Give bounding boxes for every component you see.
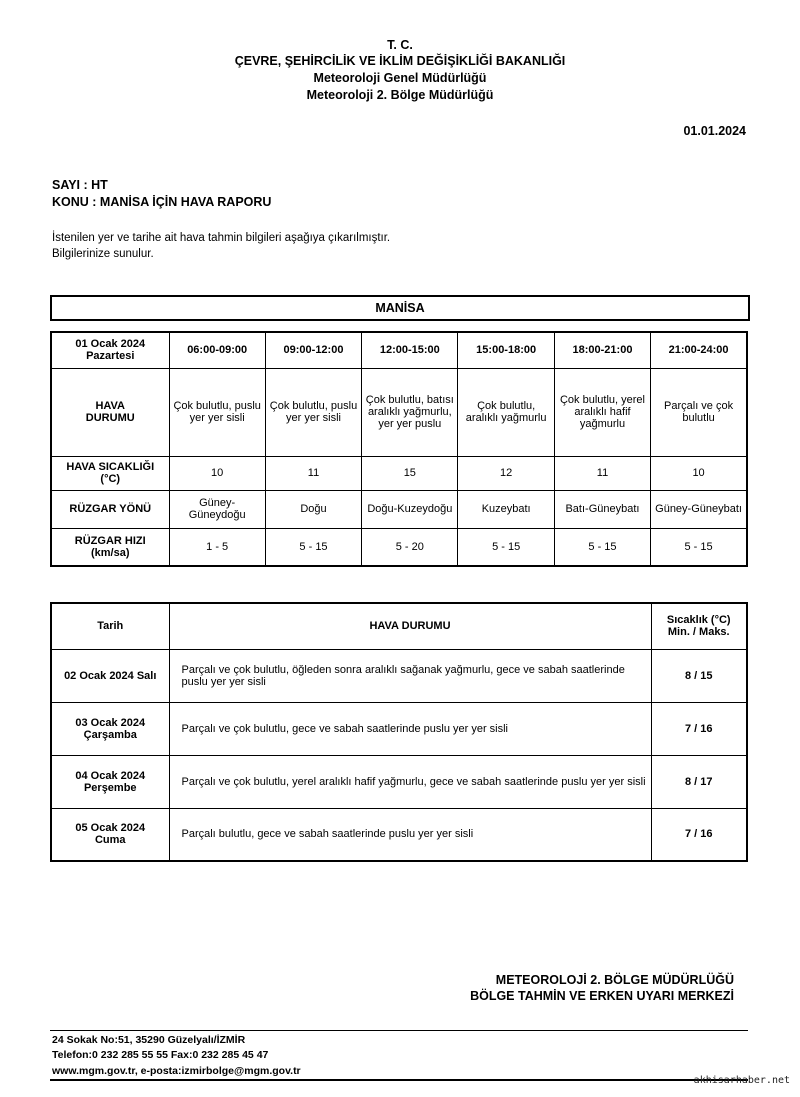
row-label-line1: HAVA: [95, 400, 126, 412]
hourly-header-row: [51, 332, 747, 368]
footer-web: www.mgm.gov.tr, e-posta:izmirbolge@mgm.gov.tr: [52, 1065, 301, 1077]
weather-cell: Parçalı ve çok bulutlu: [651, 368, 747, 456]
daily-row: [51, 755, 747, 808]
date-column-header: Tarih: [51, 603, 169, 649]
row-label-line2: (km/sa): [90, 546, 130, 559]
temp-header-line1: Sıcaklık (°C): [666, 614, 731, 627]
period-header: 06:00-09:00: [169, 332, 265, 368]
daily-weather: Parçalı bulutlu, gece ve sabah saatlerinde puslu yer yer sisli: [169, 808, 651, 861]
footer-bottom-rule: [50, 1079, 748, 1081]
period-header: 18:00-21:00: [554, 332, 650, 368]
footer-divider: [50, 1030, 748, 1031]
header-line-tc: T. C.: [387, 38, 413, 52]
daily-date-line2: Çarşamba: [83, 728, 137, 741]
wind-speed-cell: 5 - 15: [651, 528, 747, 566]
hourly-day-name: Pazartesi: [86, 350, 135, 363]
wind-speed-cell: 5 - 20: [362, 528, 458, 566]
weather-cell: Çok bulutlu, puslu yer yer sisli: [265, 368, 361, 456]
temperature-cell: 11: [265, 456, 361, 490]
daily-date: [51, 808, 169, 861]
row-label-line2: (°C): [100, 473, 121, 485]
temperature-cell: 10: [651, 456, 747, 490]
header-ministry: ÇEVRE, ŞEHİRCİLİK VE İKLİM DEĞİŞİKLİĞİ BAKANLIĞI: [234, 54, 566, 68]
temperature-cell: 10: [169, 456, 265, 490]
hourly-date-cell: [51, 332, 169, 368]
hourly-forecast-table: [50, 331, 748, 567]
row-label: [51, 368, 169, 456]
row-label-line1: HAVA SICAKLIĞI: [66, 461, 155, 473]
intro-line-2: Bilgilerinize sunulur.: [52, 248, 154, 260]
konu-line: KONU : MANİSA İÇİN HAVA RAPORU: [52, 195, 272, 209]
wind-speed-cell: 5 - 15: [554, 528, 650, 566]
daily-date-line1: 04 Ocak 2024: [75, 769, 146, 782]
document-date: 01.01.2024: [683, 124, 746, 138]
temp-column-header: [651, 603, 747, 649]
weather-cell: Çok bulutlu, puslu yer yer sisli: [169, 368, 265, 456]
wind-direction-row: [51, 490, 747, 528]
row-label-line2: DURUMU: [85, 412, 135, 424]
daily-forecast-table: [50, 602, 748, 862]
daily-date-line2: Cuma: [94, 834, 126, 847]
row-label: [51, 528, 169, 566]
daily-weather: Parçalı ve çok bulutlu, öğleden sonra aralıklı sağanak yağmurlu, gece ve sabah saatlerinde puslu yer yer sisli: [169, 649, 651, 702]
header-regional: Meteoroloji 2. Bölge Müdürlüğü: [306, 88, 494, 102]
weather-column-header: HAVA DURUMU: [169, 603, 651, 649]
temperature-cell: 12: [458, 456, 554, 490]
daily-date: [51, 702, 169, 755]
daily-date-line1: 03 Ocak 2024: [75, 716, 146, 729]
daily-temp: 7 / 16: [651, 808, 747, 861]
temperature-cell: 15: [362, 456, 458, 490]
wind-direction-cell: Doğu: [265, 490, 361, 528]
wind-speed-cell: 1 - 5: [169, 528, 265, 566]
daily-date: 02 Ocak 2024 Salı: [51, 649, 169, 702]
period-header: 21:00-24:00: [651, 332, 747, 368]
header-directorate: Meteoroloji Genel Müdürlüğü: [313, 71, 487, 85]
daily-row: [51, 649, 747, 702]
daily-temp: 8 / 15: [651, 649, 747, 702]
row-label: RÜZGAR YÖNÜ: [51, 490, 169, 528]
weather-cell: Çok bulutlu, aralıklı yağmurlu: [458, 368, 554, 456]
daily-weather: Parçalı ve çok bulutlu, yerel aralıklı hafif yağmurlu, gece ve sabah saatlerinde puslu yer yer sisli: [169, 755, 651, 808]
footer-address: 24 Sokak No:51, 35290 Güzelyalı/İZMİR: [52, 1034, 246, 1046]
temperature-row: [51, 456, 747, 490]
daily-row: [51, 808, 747, 861]
wind-direction-cell: Kuzeybatı: [458, 490, 554, 528]
weather-cell: Çok bulutlu, batısı aralıklı yağmurlu, yer yer puslu: [362, 368, 458, 456]
signature-line-1: METEOROLOJİ 2. BÖLGE MÜDÜRLÜĞÜ: [495, 973, 734, 987]
daily-temp: 8 / 17: [651, 755, 747, 808]
hourly-date: 01 Ocak 2024: [75, 338, 146, 351]
daily-temp: 7 / 16: [651, 702, 747, 755]
watermark: akhisarhaber.net: [693, 1075, 790, 1086]
daily-date-line2: Perşembe: [83, 781, 137, 794]
footer-phone: Telefon:0 232 285 55 55 Fax:0 232 285 45 47: [52, 1049, 269, 1061]
wind-direction-cell: Batı-Güneybatı: [554, 490, 650, 528]
sayi-line: SAYI : HT: [52, 178, 108, 192]
weather-condition-row: [51, 368, 747, 456]
period-header: 12:00-15:00: [362, 332, 458, 368]
wind-direction-cell: Güney-Güneydoğu: [169, 490, 265, 528]
temperature-cell: 11: [554, 456, 650, 490]
city-title: MANİSA: [50, 295, 750, 321]
row-label-line1: RÜZGAR HIZI: [74, 534, 146, 547]
row-label: [51, 456, 169, 490]
wind-speed-cell: 5 - 15: [458, 528, 554, 566]
period-header: 15:00-18:00: [458, 332, 554, 368]
temp-header-line2: Min. / Maks.: [667, 626, 730, 639]
signature-line-2: BÖLGE TAHMİN VE ERKEN UYARI MERKEZİ: [470, 989, 734, 1003]
period-header: 09:00-12:00: [265, 332, 361, 368]
wind-speed-row: [51, 528, 747, 566]
daily-date: [51, 755, 169, 808]
wind-speed-cell: 5 - 15: [265, 528, 361, 566]
wind-direction-cell: Doğu-Kuzeydoğu: [362, 490, 458, 528]
weather-cell: Çok bulutlu, yerel aralıklı hafif yağmurlu: [554, 368, 650, 456]
daily-date-line1: 05 Ocak 2024: [75, 822, 146, 835]
daily-header-row: [51, 603, 747, 649]
daily-weather: Parçalı ve çok bulutlu, gece ve sabah saatlerinde puslu yer yer sisli: [169, 702, 651, 755]
wind-direction-cell: Güney-Güneybatı: [651, 490, 747, 528]
daily-row: [51, 702, 747, 755]
intro-line-1: İstenilen yer ve tarihe ait hava tahmin bilgileri aşağıya çıkarılmıştır.: [52, 232, 391, 244]
